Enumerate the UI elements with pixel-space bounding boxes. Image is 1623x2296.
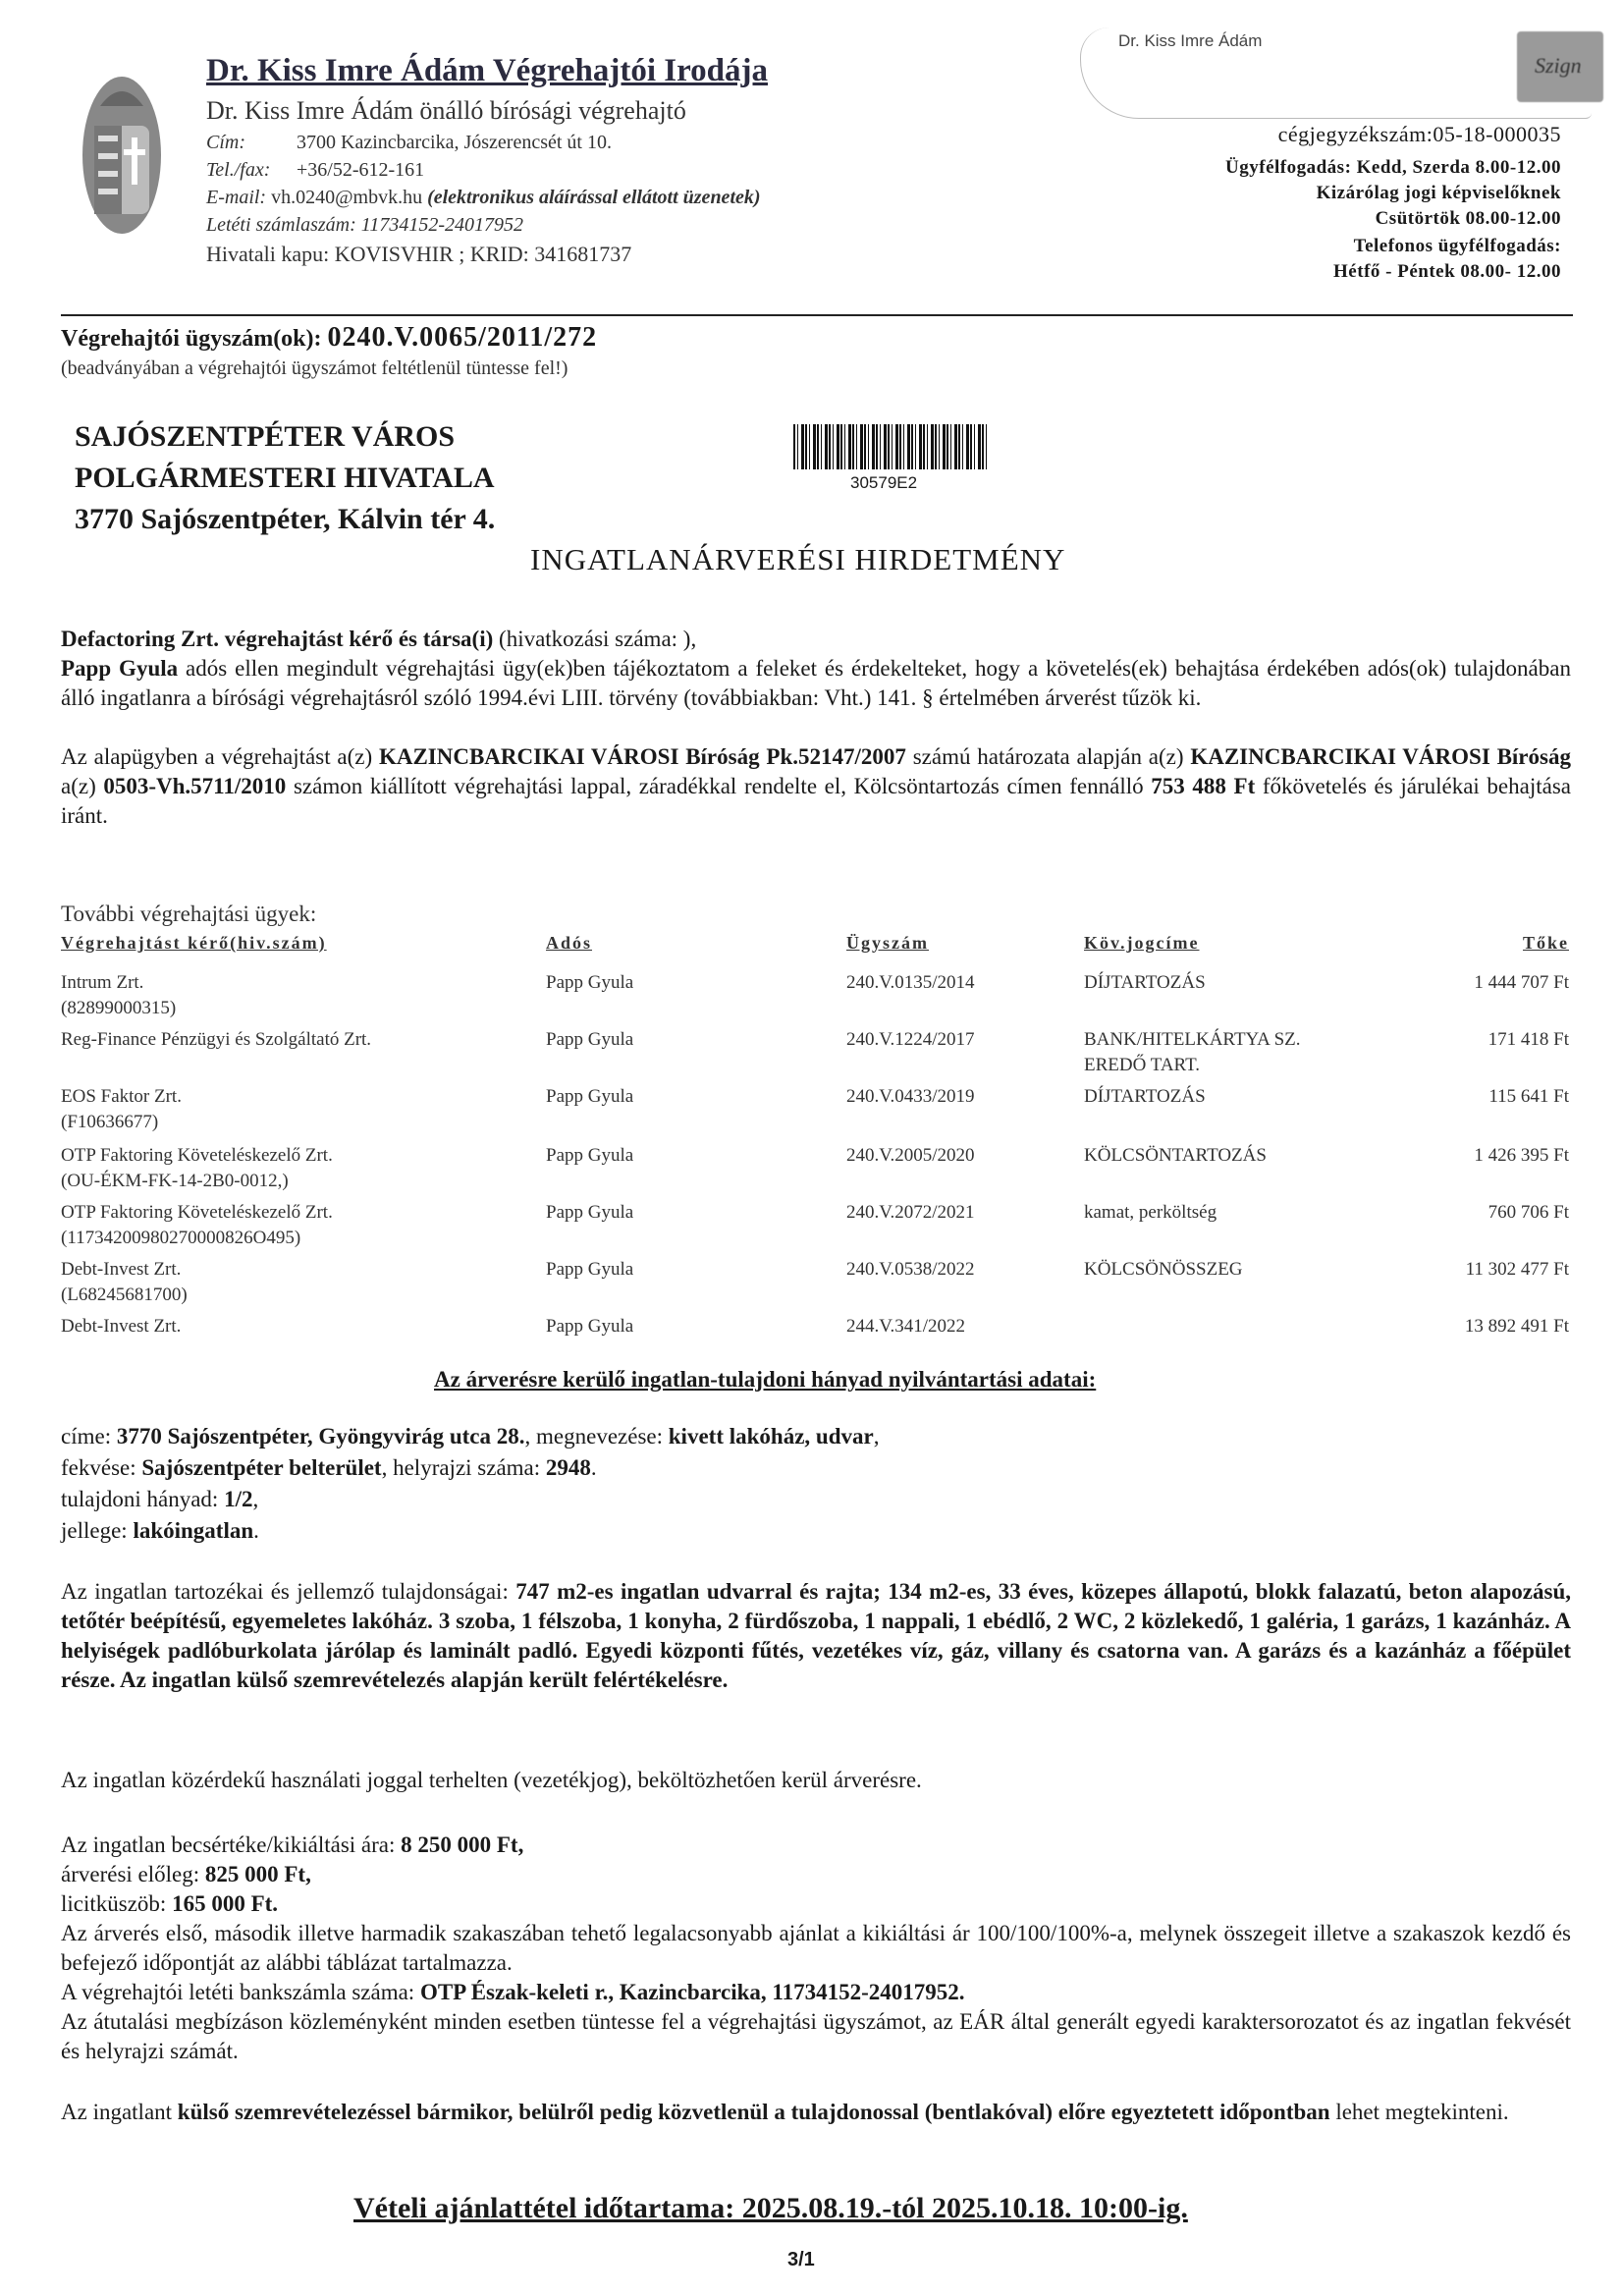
address-label: Cím: [206, 132, 245, 153]
property-location: Sajószentpéter belterület [141, 1455, 382, 1480]
pl4-end: . [253, 1518, 259, 1543]
p3-i: főkövetelés és járulékai behajtása iránt. [61, 774, 1571, 828]
recipient-line-2: POLGÁRMESTERI HIVATALA [75, 462, 495, 494]
property-character: lakóingatlan [133, 1518, 254, 1543]
cell-amount: 1 426 395 Ft [1474, 1145, 1569, 1166]
signature-seal [1517, 31, 1603, 102]
cell-title: BANK/HITELKÁRTYA SZ. [1084, 1029, 1301, 1050]
office-phone: +36/52-612-161 [297, 159, 425, 181]
property-line-2 [61, 1453, 1571, 1483]
cell-title: DÍJTARTOZÁS [1084, 1086, 1206, 1107]
viewing-b: külső szemrevételezéssel bármikor, belülről pedig közvetlenül a tulajdonossal (bentlakóval) előre egyeztetett időpontban [177, 2100, 1330, 2124]
table-row [61, 1202, 1573, 1253]
office-email[interactable]: vh.0240@mbvk.hu [271, 187, 423, 208]
property-lot: 2948 [545, 1455, 591, 1480]
cell-title: kamat, perköltség [1084, 1202, 1217, 1223]
property-section-title: Az árverésre kerülő ingatlan-tulajdoni hányad nyilvántartási adatai: [434, 1367, 1097, 1392]
creditor-name: Defactoring Zrt. végrehajtást kérő és társa(i) [61, 627, 494, 651]
table-row [61, 1145, 1573, 1196]
cell-creditor: Debt-Invest Zrt. [61, 1259, 182, 1280]
viewing-c: lehet megtekinteni. [1329, 2100, 1509, 2124]
cell-debtor: Papp Gyula [546, 1259, 634, 1280]
case-label: Végrehajtói ügyszám(ok): [61, 326, 322, 352]
cell-case: 240.V.2005/2020 [846, 1145, 975, 1166]
table-header [61, 933, 1573, 957]
case-note: (beadványában a végrehajtói ügyszámot feltétlenül tüntesse fel!) [61, 357, 568, 379]
table-row [61, 972, 1573, 1023]
cell-creditor-ref: (82899000315) [61, 998, 177, 1018]
intro-paragraph-3 [61, 742, 1571, 831]
pricing-deposit [61, 1860, 1571, 1889]
office-account: 11734152-24017952 [360, 214, 523, 236]
p3-doc: 0503-Vh.5711/2010 [103, 774, 287, 798]
table-row [61, 1086, 1573, 1137]
cell-creditor-ref: (F10636677) [61, 1112, 159, 1132]
cell-amount: 115 641 Ft [1488, 1086, 1569, 1107]
cell-creditor-ref: (11734200980270000826O495) [61, 1228, 301, 1248]
th-title: Köv.jogcíme [1084, 933, 1200, 953]
seal-text: Szign [1535, 53, 1582, 78]
cell-amount: 760 706 Ft [1488, 1202, 1569, 1223]
barcode [793, 424, 990, 469]
cell-amount: 171 418 Ft [1488, 1029, 1569, 1050]
property-line-3 [61, 1485, 1571, 1514]
deposit-label: árverési előleg: [61, 1862, 205, 1886]
cell-creditor-ref: (L68245681700) [61, 1285, 188, 1305]
intro-paragraph-2 [61, 654, 1571, 713]
document-title: INGATLANÁRVERÉSI HIRDETMÉNY [530, 542, 1066, 576]
cell-amount: 1 444 707 Ft [1474, 972, 1569, 993]
features-paragraph [61, 1577, 1571, 1695]
cell-case: 240.V.0538/2022 [846, 1259, 975, 1280]
recipient-line-1: SAJÓSZENTPÉTER VÁROS [75, 420, 456, 453]
p3-court-2: KAZINCBARCIKAI VÁROSI Bíróság [1190, 744, 1571, 769]
cell-creditor: Debt-Invest Zrt. [61, 1316, 182, 1337]
intro-paragraph-1 [61, 625, 1571, 654]
viewing-a: Az ingatlant [61, 2100, 178, 2124]
cell-creditor-ref: (OU-ÉKM-FK-14-2B0-0012,) [61, 1171, 289, 1191]
property-type: kivett lakóház, udvar [668, 1424, 874, 1449]
pricing-price [61, 1831, 1571, 1860]
office-title: Dr. Kiss Imre Ádám Végrehajtói Irodája [206, 53, 768, 88]
cell-case: 244.V.341/2022 [846, 1316, 966, 1337]
account-label: Letéti számlaszám: [206, 214, 356, 236]
cell-creditor: OTP Faktoring Követeléskezelő Zrt. [61, 1145, 333, 1166]
cell-creditor: Intrum Zrt. [61, 972, 144, 993]
cell-title-2: EREDŐ TART. [1084, 1055, 1201, 1075]
pl1-c: , megnevezése: [524, 1424, 669, 1449]
cell-debtor: Papp Gyula [546, 1086, 634, 1107]
cell-creditor: Reg-Finance Pénzügyi és Szolgáltató Zrt. [61, 1029, 372, 1050]
pl4-a: jellege: [61, 1518, 134, 1543]
debtor-name: Papp Gyula [61, 656, 179, 681]
features-intro: Az ingatlan tartozékai és jellemző tulajdonságai: [61, 1579, 516, 1604]
table-row [61, 1316, 1573, 1367]
barcode-text: 30579E2 [850, 473, 918, 492]
pl3-end: , [252, 1487, 259, 1511]
th-creditor: Végrehajtást kérő(hiv.szám) [61, 933, 327, 953]
increment-label: licitküszöb: [61, 1891, 173, 1916]
pl1-end: , [873, 1424, 880, 1449]
cell-creditor: OTP Faktoring Követeléskezelő Zrt. [61, 1202, 333, 1223]
th-amount: Tőke [1522, 933, 1569, 953]
cell-case: 240.V.1224/2017 [846, 1029, 975, 1050]
pricing-stages: Az árverés első, második illetve harmadik szakaszában tehető legalacsonyabb ajánlat a kikiáltási ár 100/100/100%-a, melynek összegeit illetve a szakaszok kezdő és befejező időpontját az alábbi táblázat tartalmazza. [61, 1921, 1571, 1975]
cell-case: 240.V.0433/2019 [846, 1086, 975, 1107]
pl3-a: tulajdoni hányad: [61, 1487, 225, 1511]
other-cases-title: További végrehajtási ügyek: [61, 902, 317, 926]
office-subtitle: Dr. Kiss Imre Ádám önálló bírósági végrehajtó [206, 96, 686, 125]
property-line-1 [61, 1422, 1571, 1451]
encumbrance-paragraph: Az ingatlan közérdekű használati joggal terhelten (vezetékjog), beköltözhetően kerül árverésre. [61, 1768, 922, 1792]
case-number: 0240.V.0065/2011/272 [327, 322, 598, 353]
bank-label: A végrehajtói letéti bankszámla száma: [61, 1980, 420, 2004]
intro-text: adós ellen megindult végrehajtási ügy(ek)ben tájékoztatom a feleket és érdekelteket, hogy a követelés(ek) behajtása érdekében adós(ok) tulajdonában álló ingatlanra a bírósági végrehajtásról szóló 1994.évi LIII. törvény (továbbiakban: Vht.) 141. § értelmében árverést tűzök ki. [61, 656, 1571, 710]
p3-c: számú határozata alapján a(z) [905, 744, 1191, 769]
company-reg: cégjegyzékszám:05-18-000035 [1277, 122, 1561, 146]
deposit-value: 825 000 Ft, [204, 1862, 311, 1886]
hours-1: Ügyfélfogadás: Kedd, Szerda 8.00-12.00 [1225, 157, 1561, 178]
coat-of-arms-icon [81, 67, 163, 236]
property-line-4 [61, 1516, 1571, 1546]
hours-4: Telefonos ügyfélfogadás: [1353, 236, 1561, 256]
cell-debtor: Papp Gyula [546, 1145, 634, 1166]
bank-account: OTP Észak-keleti r., Kazincbarcika, 11734152-24017952. [419, 1980, 965, 2004]
p3-e: a(z) [61, 774, 104, 798]
property-share: 1/2 [224, 1487, 253, 1511]
table-row [61, 1259, 1573, 1310]
email-note: (elektronikus aláírással ellátott üzenetek) [427, 187, 761, 208]
cell-debtor: Papp Gyula [546, 1029, 634, 1050]
pl2-c: , helyrajzi száma: [381, 1455, 546, 1480]
cell-debtor: Papp Gyula [546, 1316, 634, 1337]
cell-creditor: EOS Faktor Zrt. [61, 1086, 182, 1107]
creditor-ref: (hivatkozási száma: ), [493, 627, 697, 651]
cell-case: 240.V.2072/2021 [846, 1202, 975, 1223]
cell-title: DÍJTARTOZÁS [1084, 972, 1206, 993]
th-case: Ügyszám [846, 933, 929, 953]
price-label: Az ingatlan becsértéke/kikiáltási ára: [61, 1832, 402, 1857]
pricing-increment [61, 1889, 1571, 1919]
signature-name: Dr. Kiss Imre Ádám [1118, 31, 1263, 50]
pl2-end: . [590, 1455, 597, 1480]
cell-debtor: Papp Gyula [546, 972, 634, 993]
p3-g: számon kiállított végrehajtási lappal, záradékkal rendelte el, Kölcsöntartozás címen fennálló [286, 774, 1152, 798]
increment-value: 165 000 Ft. [172, 1891, 279, 1916]
th-debtor: Adós [546, 933, 593, 953]
table-row [61, 1029, 1573, 1080]
cell-amount: 13 892 491 Ft [1464, 1316, 1569, 1337]
signature-box [1080, 27, 1592, 119]
cell-case: 240.V.0135/2014 [846, 972, 975, 993]
p3-a: Az alapügyben a végrehajtást a(z) [61, 744, 379, 769]
hours-3: Csütörtök 08.00-12.00 [1375, 208, 1561, 229]
viewing-paragraph [61, 2098, 1571, 2127]
pl2-a: fekvése: [61, 1455, 142, 1480]
phone-label: Tel./fax: [206, 159, 271, 181]
office-gateway: Hivatali kapu: KOVISVHIR ; KRID: 341681737 [206, 242, 632, 266]
p3-amount: 753 488 Ft [1151, 774, 1256, 798]
office-address: 3700 Kazincbarcika, Jószerencsét út 10. [297, 132, 612, 153]
property-address: 3770 Sajószentpéter, Gyöngyvirág utca 28. [116, 1424, 525, 1449]
hours-5: Hétfő - Péntek 08.00- 12.00 [1333, 261, 1561, 282]
email-label: E-mail: [206, 187, 267, 208]
cell-amount: 11 302 477 Ft [1465, 1259, 1569, 1280]
recipient-line-3: 3770 Sajószentpéter, Kálvin tér 4. [75, 503, 496, 535]
price-value: 8 250 000 Ft, [401, 1832, 524, 1857]
pricing-bank [61, 1978, 1571, 2007]
cell-title: KÖLCSÖNTARTOZÁS [1084, 1145, 1267, 1166]
features-text: 747 m2-es ingatlan udvarral és rajta; 134 m2-es, 33 éves, közepes állapotú, blokk falazatú, beton alapozású, tetőtér beépítésű, egyemeletes lakóház. 3 szoba, 1 félszoba, 1 konyha, 2 fürdőszoba, 1 nappali, 1 ebédlő, 2 WC, 2 közlekedő, 1 galéria, 1 garázs, 1 kazánház. A helyiségek padlóburkolata járólap és laminált padló. Egyedi központi fűtés, vezetékes víz, gáz, villany és csatorna van. A garázs és a kazánház a főépület része. Az ingatlan külső szemrevételezés alapján került felértékelésre. [61, 1579, 1571, 1692]
cell-title: KÖLCSÖNÖSSZEG [1084, 1259, 1243, 1280]
pl1-a: címe: [61, 1424, 117, 1449]
cell-debtor: Papp Gyula [546, 1202, 634, 1223]
bid-period: Vételi ajánlattétel időtartama: 2025.08.19.-tól 2025.10.18. 10:00-ig. [353, 2192, 1188, 2224]
header-divider [61, 314, 1573, 316]
pricing-transfer-note: Az átutalási megbízáson közleményként minden esetben tüntesse fel a végrehajtási ügyszámot, az EÁR által generált egyedi karaktersorozatot és az ingatlan fekvését és helyrajzi számát. [61, 2009, 1571, 2063]
page-number: 3/1 [787, 2249, 815, 2270]
p3-court: KAZINCBARCIKAI VÁROSI Bíróság Pk.52147/2007 [378, 744, 906, 769]
hours-2: Kizárólag jogi képviselőknek [1316, 183, 1561, 203]
